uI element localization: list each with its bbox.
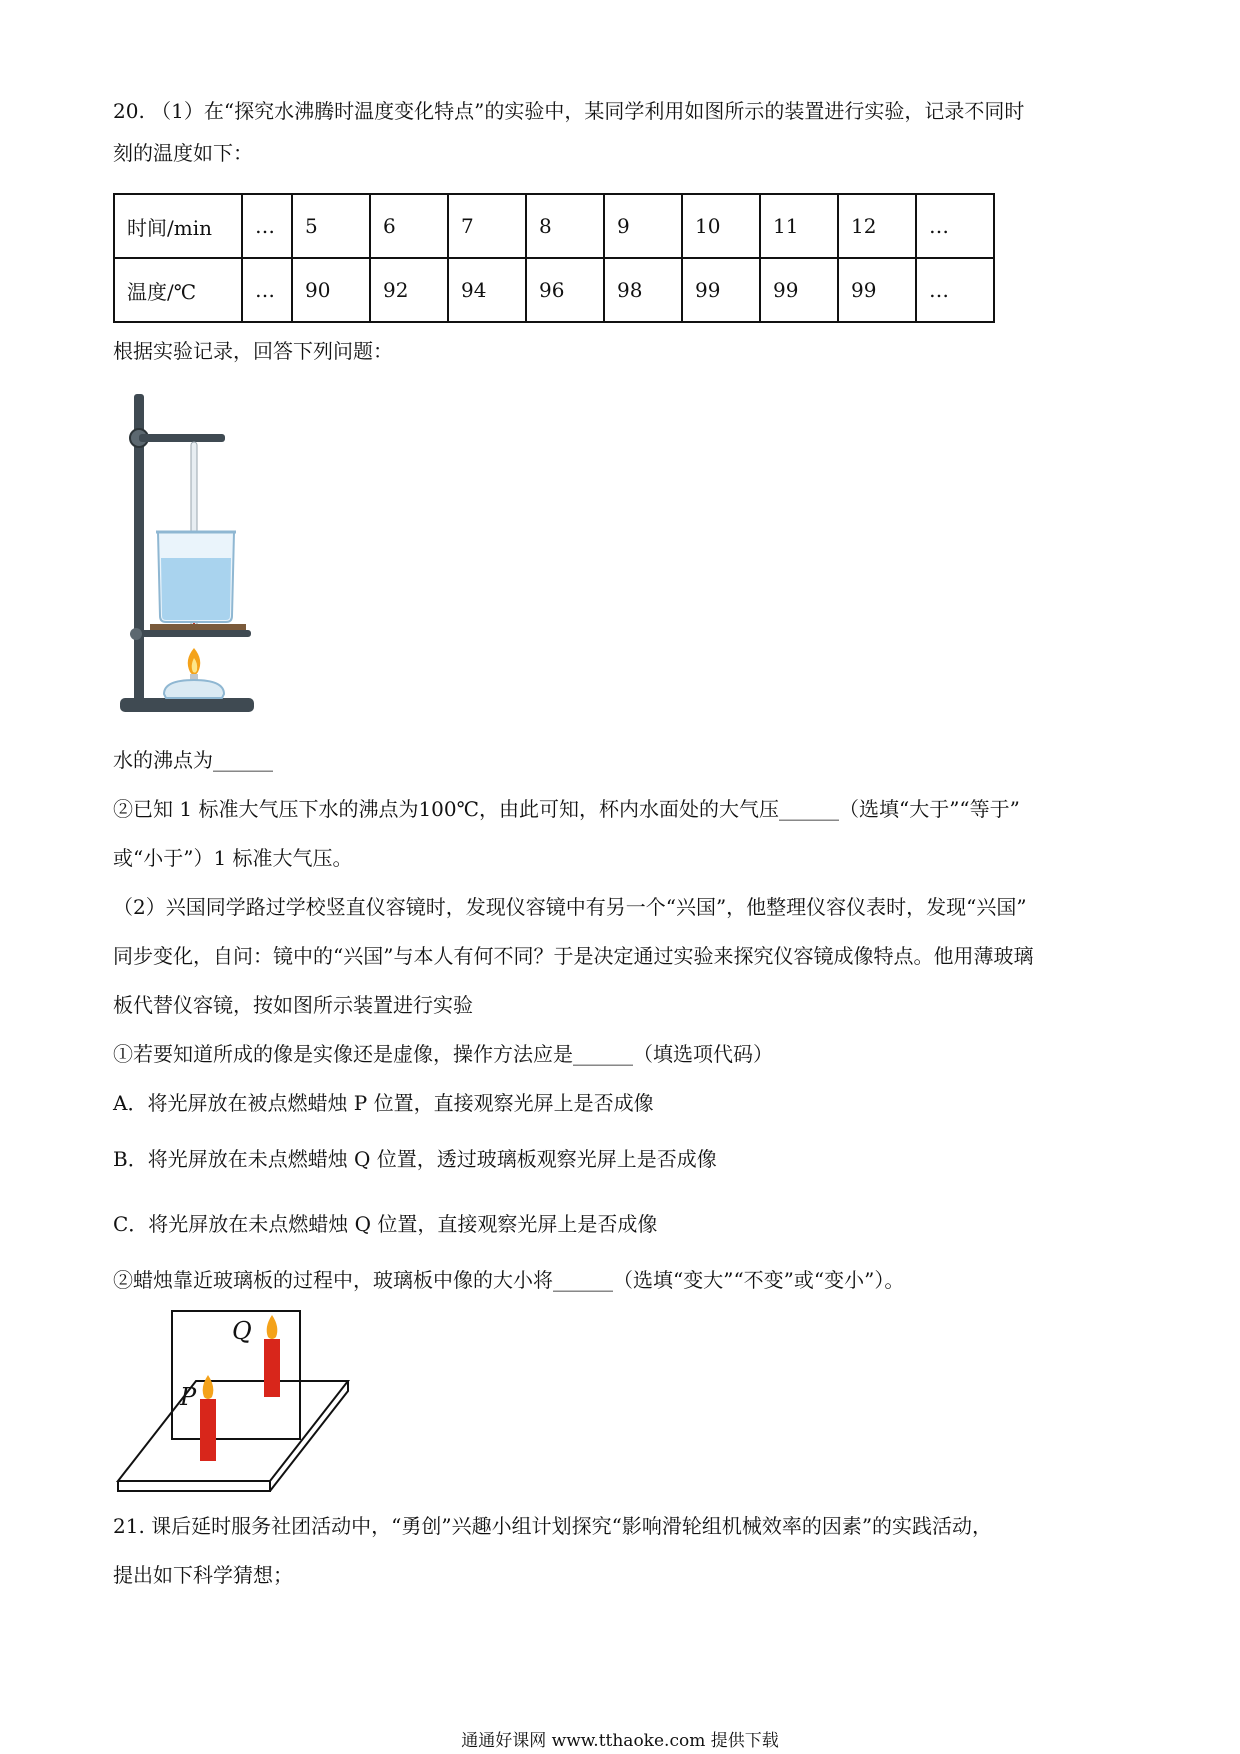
table-cell: 10: [682, 194, 760, 258]
q20-intro-line2: 刻的温度如下：: [113, 141, 253, 165]
q20-intro-line1: 20. （1）在“探究水沸腾时温度变化特点”的实验中，某同学利用如图所示的装置进行实验，记录不同时: [113, 99, 1025, 123]
table-cell: …: [916, 258, 994, 322]
table-cell: 7: [448, 194, 526, 258]
table-cell: 98: [604, 258, 682, 322]
part2-sub1: ①若要知道所成的像是实像还是虚像，操作方法应是______（填选项代码）: [113, 1042, 773, 1066]
candle-p-flame-icon: [203, 1375, 214, 1399]
part2-sub2: ②蜡烛靠近玻璃板的过程中，玻璃板中像的大小将______（选填“变大”“不变”或“变小”）。: [113, 1268, 905, 1292]
table-row-time: [114, 194, 994, 258]
table-cell: 12: [838, 194, 916, 258]
alcohol-lamp: [164, 680, 224, 698]
table-cell: 94: [448, 258, 526, 322]
candle-q-flame-icon: [267, 1315, 278, 1339]
q20-sub2-line1: ②已知 1 标准大气压下水的沸点为100℃，由此可知，杯内水面处的大气压______（选填“大于”“等于”: [113, 797, 1020, 821]
option-a: A．将光屏放在被点燃蜡烛 P 位置，直接观察光屏上是否成像: [113, 1091, 654, 1115]
table-cell: 90: [292, 258, 370, 322]
candle-p: [200, 1399, 216, 1461]
temp-header: 温度/℃: [114, 258, 242, 322]
table-cell: 99: [682, 258, 760, 322]
wire-gauze: [150, 624, 246, 630]
q21-line1: 21. 课后延时服务社团活动中，“勇创”兴趣小组计划探究“影响滑轮组机械效率的因素”的实践活动，: [113, 1514, 993, 1538]
table-cell: 8: [526, 194, 604, 258]
base-board: [118, 1381, 348, 1481]
q20-sub1-boiling-point: 水的沸点为______: [113, 748, 273, 772]
ring-clamp-knob-icon: [130, 628, 142, 640]
table-cell: 92: [370, 258, 448, 322]
table-cell: 5: [292, 194, 370, 258]
part2-line2: 同步变化，自问：镜中的“兴国”与本人有何不同？于是决定通过实验来探究仪容镜成像特点。他用薄玻璃: [113, 944, 1034, 968]
option-c: C．将光屏放在未点燃蜡烛 Q 位置，直接观察光屏上是否成像: [113, 1212, 658, 1236]
base-board-front: [118, 1481, 270, 1491]
table-cell: 9: [604, 194, 682, 258]
time-header: 时间/min: [114, 194, 242, 258]
table-cell: 99: [760, 258, 838, 322]
thermometer-clamp-arm: [139, 434, 225, 442]
water: [161, 558, 231, 620]
option-b: B．将光屏放在未点燃蜡烛 Q 位置，透过玻璃板观察光屏上是否成像: [113, 1147, 717, 1171]
candle-q: [264, 1339, 280, 1397]
temperature-table: [113, 193, 995, 323]
q20-sub2-line2: 或“小于”）1 标准大气压。: [113, 846, 353, 870]
table-cell: 6: [370, 194, 448, 258]
q21-line2: 提出如下科学猜想；: [113, 1563, 293, 1587]
part2-line3: 板代替仪容镜，按如图所示装置进行实验: [113, 993, 473, 1017]
table-cell: …: [916, 194, 994, 258]
page-footer: 通通好课网 www.tthaoke.com 提供下载: [461, 1731, 779, 1751]
after-table-text: 根据实验记录，回答下列问题：: [113, 339, 393, 363]
table-cell: …: [242, 194, 292, 258]
boiling-apparatus-figure: [110, 390, 270, 720]
table-row-temp: [114, 258, 994, 322]
part2-line1: （2）兴国同学路过学校竖直仪容镜时，发现仪容镜中有另一个“兴国”，他整理仪容仪表时，发现“兴国”: [113, 895, 1027, 919]
glass-plate-candle-figure: [110, 1305, 360, 1495]
table-cell: 96: [526, 258, 604, 322]
label-q: Q: [232, 1317, 252, 1345]
table-cell: 99: [838, 258, 916, 322]
table-cell: 11: [760, 194, 838, 258]
ring-support-arm: [139, 630, 251, 637]
label-p: P: [180, 1383, 197, 1411]
table-cell: …: [242, 258, 292, 322]
